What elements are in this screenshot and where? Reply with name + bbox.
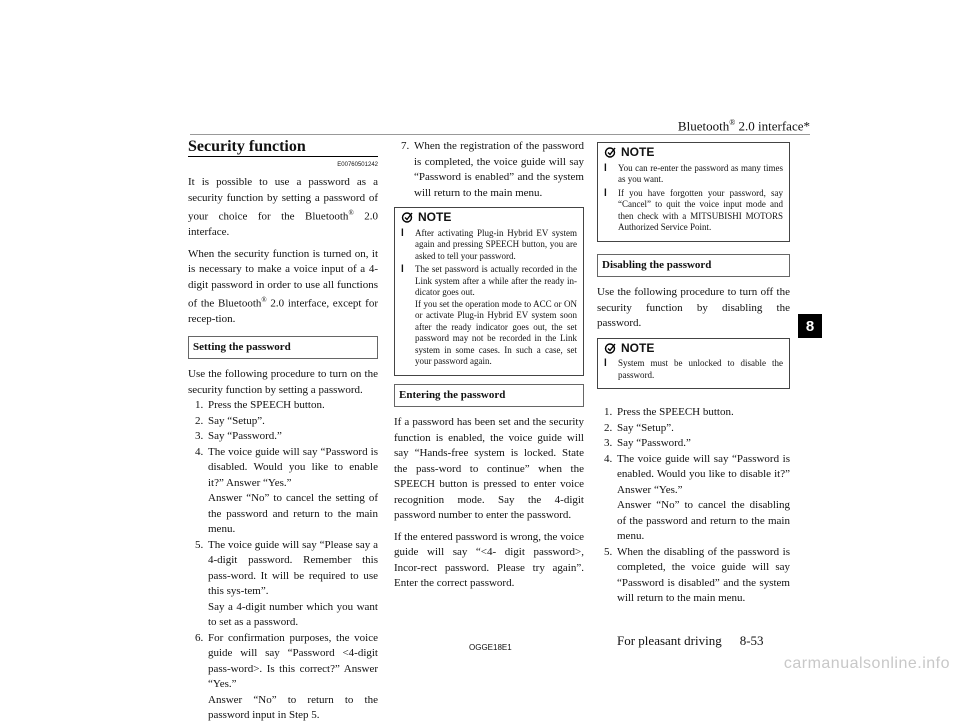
note-icon — [604, 343, 617, 354]
subhead-setting-password: Setting the password — [188, 336, 378, 360]
page-footer: For pleasant driving 8-53 — [617, 633, 764, 648]
subhead-disabling-password: Disabling the password — [597, 254, 790, 278]
note-item: l System must be unlocked to disable the password. — [604, 358, 783, 380]
page-number: 8-53 — [739, 633, 764, 648]
column-1 — [188, 139, 378, 724]
intro-paragraph-2: When the security function is turned on, it is necessary to make a voice input of a 4-digit password in order to use all functions of the Bluetooth® 2.0 interface, except for recep-tion. — [188, 247, 378, 326]
bullet-icon: l — [604, 187, 607, 199]
disabling-steps — [597, 405, 790, 607]
list-item: 4. The voice guide will say “Password is disabled. Would you like to enable it?” Answer “Yes.” Answer “No” to cancel the setting of the password and return to the main menu. — [195, 445, 378, 536]
note-header: NOTE — [401, 212, 577, 224]
note-box — [394, 207, 584, 376]
running-header: Bluetooth® 2.0 interface* — [677, 118, 810, 134]
list-item: 7. When the registration of the password is completed, the voice guide will say “Password is enabled” and the system will return to the main menu. — [401, 140, 584, 199]
list-item: 2. Say “Setup”. — [195, 414, 265, 427]
chapter-tab: 8 — [798, 314, 822, 338]
bullet-icon: l — [401, 264, 404, 275]
list-item: 1. Press the SPEECH button. — [195, 399, 325, 412]
list-item: 3. Say “Password.” — [604, 437, 691, 449]
setting-steps-continued — [394, 139, 584, 201]
watermark: carmanualsonline.info — [783, 655, 950, 672]
list-item: 2. Say “Setup”. — [604, 421, 674, 434]
bullet-icon: l — [604, 358, 607, 369]
section-title: Security function — [188, 138, 306, 155]
column-3 — [597, 142, 790, 607]
note-item: l After activating Plug-in Hybrid EV system again and pressing SPEECH button, you are asked to tell your password. — [401, 227, 577, 261]
note-item: l The set password is actually recorded in the Link system after a while after the ready in-dicator goes out. If you set the operation mode to ACC or ON or activate Plug-in Hybrid EV system soon after the ready indicator goes out, the set password may not be recorded in the Link system in some cases. In such a case, set your password again. — [401, 264, 577, 366]
bullet-icon: l — [401, 227, 404, 239]
title-rule — [188, 156, 378, 157]
document-code: OGGE18E1 — [469, 643, 512, 652]
note-box — [597, 142, 790, 242]
note-icon — [401, 212, 414, 223]
note-item: l You can re-enter the password as many times as you want. — [604, 162, 783, 184]
intro-paragraph-1: It is possible to use a password as a security function by setting a password of your choice for the Bluetooth® 2.0 interface. — [188, 176, 378, 239]
disabling-intro: Use the following procedure to turn off the security function by disabling the password. — [597, 286, 790, 329]
entering-paragraph-2: If the entered password is wrong, the voice guide will say “<4- digit password>, Incor-rect password. Please try again”. Enter the correct password. — [394, 530, 584, 589]
list-item: 5. When the disabling of the password is completed, the voice guide will say “Password is disabled” and the system will return to the main menu. — [604, 545, 790, 604]
list-item: 1. Press the SPEECH button. — [604, 406, 734, 418]
header-rule — [190, 134, 810, 135]
setting-intro: Use the following procedure to turn on the security function by setting a password. — [188, 368, 378, 396]
list-item: 3. Say “Password.” — [195, 430, 282, 443]
list-item: 6. For confirmation purposes, the voice guide will say “Password <4-digit pass-word>. Is this correct?” Answer “Yes.” Answer “No” to return to the password input in Step 5. — [195, 631, 378, 722]
note-header: NOTE — [604, 147, 783, 159]
list-item: 4. The voice guide will say “Password is enabled. Would you like to disable it?” Answer “Yes.” Answer “No” to cancel the disabling of the password and return to the main menu. — [604, 452, 790, 542]
reference-code: E00760501242 — [337, 161, 378, 168]
note-item: l If you have forgotten your password, say “Cancel” to quit the voice input mode and then check with a MITSUBISHI MOTORS Authorized Service Point. — [604, 187, 783, 232]
bullet-icon: l — [604, 162, 607, 174]
note-header: NOTE — [604, 343, 783, 355]
column-2 — [394, 139, 584, 598]
setting-steps — [188, 398, 378, 724]
note-icon — [604, 147, 617, 158]
list-item: 5. The voice guide will say “Please say a 4-digit password. Remember this pass-word. It will be required to use this sys-tem”. Say a 4-digit number which you want to set as a password. — [195, 538, 378, 629]
note-box — [597, 338, 790, 390]
subhead-entering-password: Entering the password — [394, 384, 584, 408]
entering-paragraph-1: If a password has been set and the security function is enabled, the voice guide will say “Hands-free system is locked. State the pass-word to continue” when the SPEECH button is pressed to enter voice recognition mode. Say the 4-digit password number to enter the password. — [394, 416, 584, 521]
